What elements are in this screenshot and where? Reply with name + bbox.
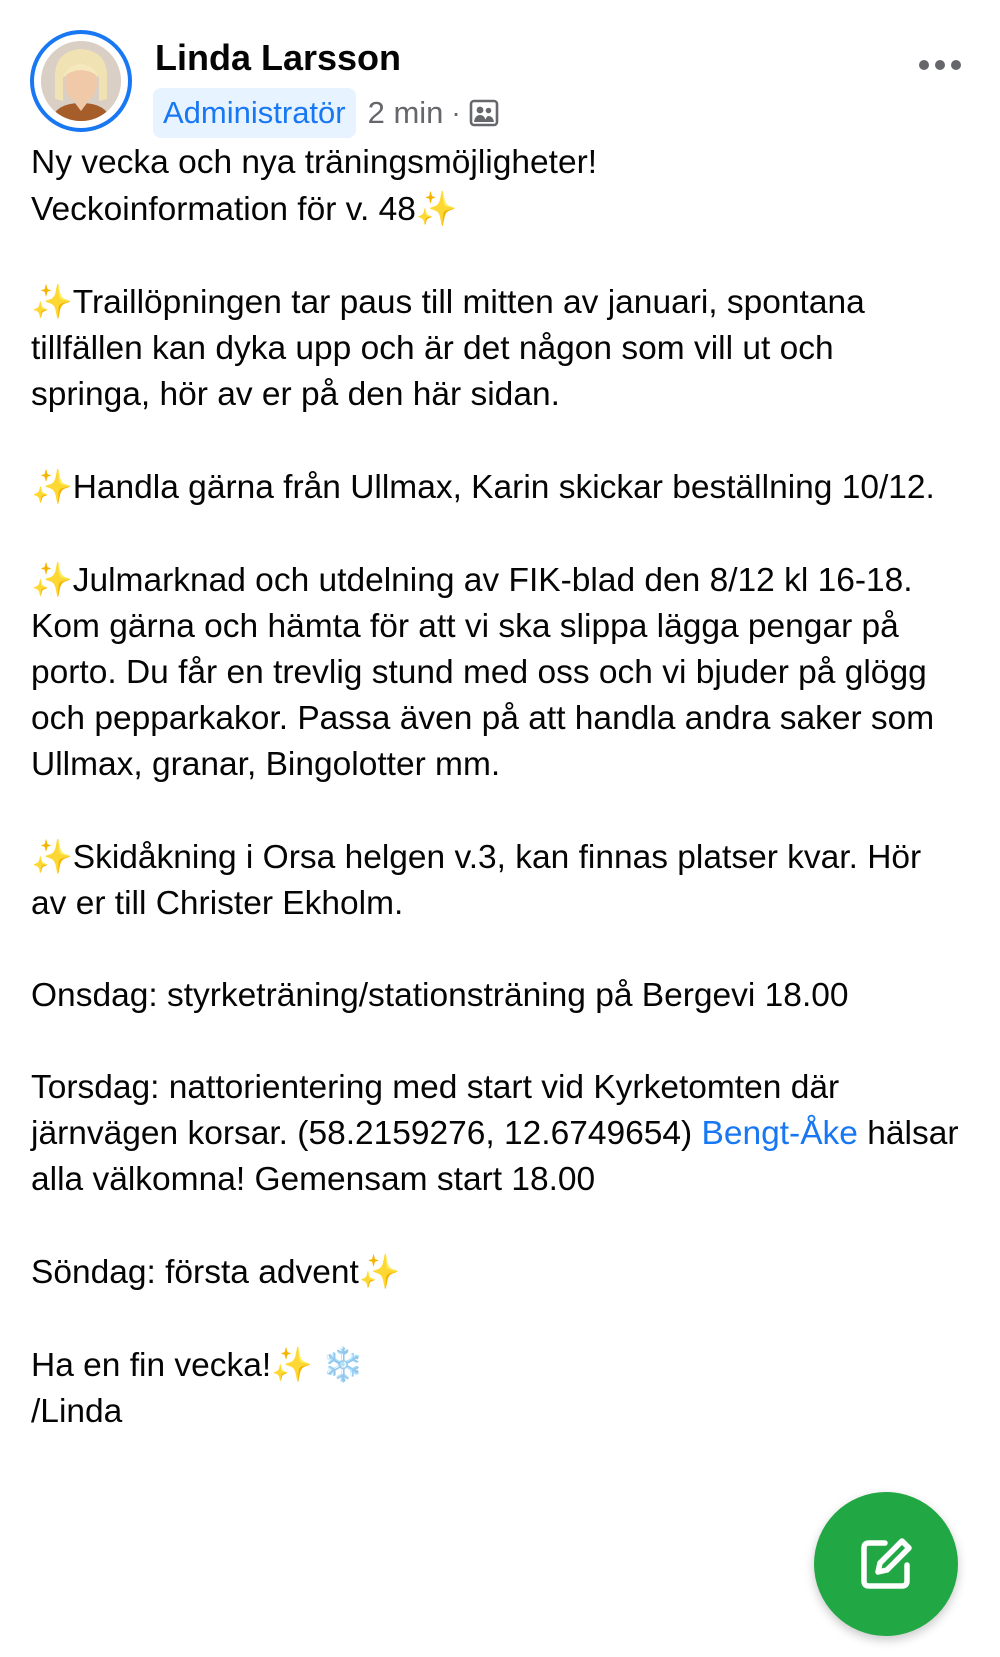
post-paragraph-closing: Ha en fin vecka!✨ ❄️ /Linda (31, 1345, 364, 1430)
post-paragraph-julmarknad: ✨Julmarknad och utdelning av FIK-blad den 8/12 kl 16-18. Kom gärna och hämta för att vi ska slippa lägga pengar på porto. Du får en trevlig stund med oss och vi bjuder på glögg och pepparkakor. Passa även på att handla andra saker som Ullmax, granar, Bingolotter mm. (31, 560, 935, 783)
post-timestamp[interactable]: 2 min (367, 95, 444, 130)
role-badge[interactable]: Administratör (153, 88, 356, 138)
group-members-icon (469, 98, 499, 128)
more-options-button[interactable] (910, 50, 970, 80)
post-paragraph-ski: ✨Skidåkning i Orsa helgen v.3, kan finnas platser kvar. Hör av er till Christer Ekholm. (31, 837, 922, 922)
post-header (30, 30, 970, 142)
sparkles-icon: ✨ (415, 189, 458, 228)
post-paragraph-intro: Ny vecka och nya träningsmöjligheter! Veckoinformation för v. 48✨ (31, 144, 598, 228)
author-name[interactable]: Linda Larsson (155, 37, 402, 78)
sparkles-icon: ✨ (271, 1345, 313, 1384)
sparkles-icon: ✨ (358, 1252, 401, 1291)
post-paragraph-onsdag: Onsdag: styrketräning/stationsträning på Bergevi 18.00 (31, 977, 849, 1014)
meta-separator: · (451, 97, 461, 128)
compose-button[interactable] (814, 1492, 958, 1636)
profile-photo-icon (41, 41, 121, 121)
author-avatar[interactable] (30, 30, 132, 132)
sparkles-icon: ✨ (31, 837, 73, 876)
compose-icon (857, 1535, 915, 1593)
sparkles-icon: ✨ (31, 467, 73, 506)
signature: /Linda (31, 1393, 123, 1430)
post-paragraph-ullmax: ✨Handla gärna från Ullmax, Karin skickar beställning 10/12. (31, 467, 935, 506)
post-paragraph-sondag: Söndag: första advent✨ (31, 1252, 401, 1291)
sparkles-icon: ✨ (31, 560, 73, 599)
sparkles-icon: ✨ (31, 282, 73, 321)
post-paragraph-trail: ✨Traillöpningen tar paus till mitten av januari, spontana tillfällen kan dyka upp och är det någon som vill ut och springa, hör av er på den här sidan. (31, 282, 865, 413)
more-horizontal-icon (919, 60, 929, 70)
post-paragraph-torsdag: Torsdag: nattorientering med start vid Kyrketomten där järnvägen korsar. (58.2159276, 12.6749654) Bengt-Åke hälsar alla välkomna! Gemensam start 18.00 (31, 1069, 959, 1198)
mention-link[interactable]: Bengt-Åke (701, 1115, 858, 1152)
snowflake-icon: ❄️ (322, 1345, 364, 1384)
post-body (31, 140, 961, 1435)
post-meta (153, 88, 499, 138)
